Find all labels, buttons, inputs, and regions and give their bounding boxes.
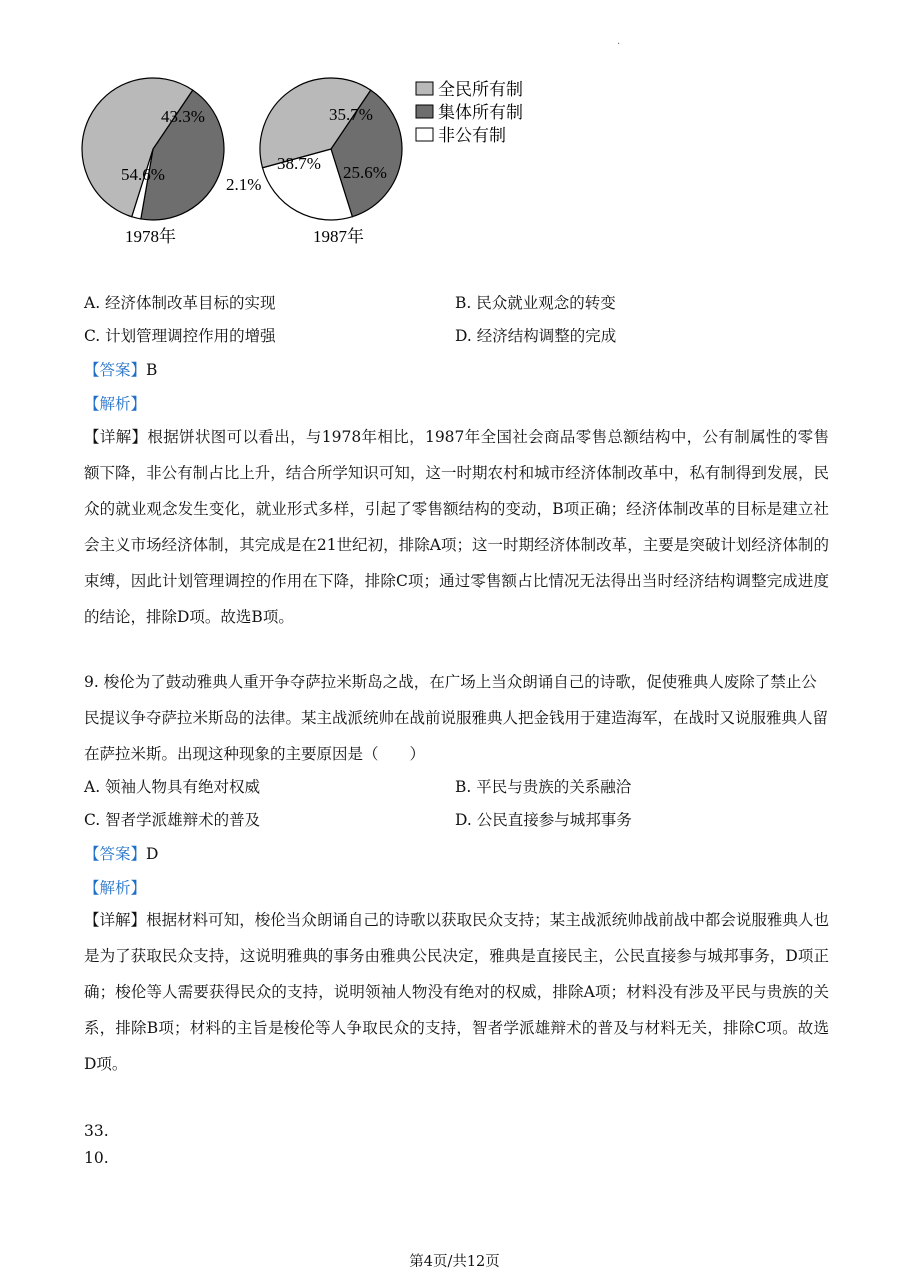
q9-detail: [84, 902, 829, 1082]
pie-1987-label-nonpublic: 25.6%: [343, 163, 387, 182]
pie-chart-1978: [82, 78, 224, 220]
q8-detail-tag: 【详解】: [84, 428, 148, 446]
q8-answer: [84, 360, 157, 380]
pie-1987-label-full: 38.7%: [277, 154, 321, 173]
legend-swatch-collective: [416, 105, 433, 118]
q9-option-b: B. 平民与贵族的关系融洽: [455, 778, 632, 796]
q8-analysis-tag: 【解析】: [84, 395, 147, 413]
pie-1978-label-full: 54.6%: [121, 165, 165, 184]
pie-chart-1987: [260, 78, 402, 220]
q8-option-d: D. 经济结构调整的完成: [455, 327, 617, 345]
pie-charts-figure: [80, 70, 550, 255]
legend-label-nonpublic: 非公有制: [438, 126, 506, 146]
q9-answer-value: D: [146, 845, 159, 863]
q9-answer: [84, 844, 158, 864]
q9-option-a: A. 领袖人物具有绝对权威: [84, 778, 261, 796]
q9-answer-tag: 【答案】: [84, 845, 147, 863]
page-footer: 第4页/共12页: [409, 1254, 500, 1270]
q9-option-c: C. 智者学派雄辩术的普及: [84, 811, 261, 829]
legend-swatch-full: [416, 82, 433, 95]
q9-stem: 9. 梭伦为了鼓动雅典人重开争夺萨拉米斯岛之战，在广场上当众朗诵自己的诗歌，促使雅典人废除了禁止公民提议争夺萨拉米斯岛的法律。某主战派统帅在战前说服雅典人把金钱用于建造海军，在战时又说服雅典人留在萨拉米斯。出现这种现象的主要原因是（ ）: [84, 673, 829, 763]
q9-analysis-tag: 【解析】: [84, 879, 147, 897]
legend-label-collective: 集体所有制: [438, 103, 523, 123]
legend-label-full: 全民所有制: [438, 80, 523, 100]
q8-option-b: B. 民众就业观念的转变: [455, 294, 616, 312]
q8-option-a: A. 经济体制改革目标的实现: [84, 294, 276, 312]
q9-detail-tag: 【详解】: [84, 911, 147, 929]
q8-detail-text: 根据饼状图可以看出，与1978年相比，1987年全国社会商品零售总额结构中，公有制属性的零售额下降，非公有制占比上升，结合所学知识可知，这一时期农村和城市经济体制改革中，私有制得到发展，民众的就业观念发生变化，就业形式多样，引起了零售额结构的变动，B项正确；经济体制改革的目标是建立社会主义市场经济体制，其完成是在21世纪初，排除A项；这一时期经济体制改革，主要是突破计划经济体制的束缚，因此计划管理调控的作用在下降，排除C项；通过零售额占比情况无法得出当时经济结构调整完成进度的结论，排除D项。故选B项。: [84, 428, 829, 626]
line-10: 10.: [84, 1149, 109, 1167]
q8-detail: [84, 419, 829, 635]
legend: [416, 80, 523, 146]
pie-1978-label-nonpublic: 2.1%: [226, 175, 262, 194]
legend-swatch-nonpublic: [416, 128, 433, 141]
q9-option-d: D. 公民直接参与城邦事务: [455, 811, 632, 829]
q8-option-c: C. 计划管理调控作用的增强: [84, 327, 276, 345]
pie-1987-label-collective: 35.7%: [329, 105, 373, 124]
q9-detail-text: 根据材料可知，梭伦当众朗诵自己的诗歌以获取民众支持；某主战派统帅战前战中都会说服雅典人也是为了获取民众支持，这说明雅典的事务由雅典公民决定，雅典是直接民主，公民直接参与城邦事务，D项正确；梭伦等人需要获得民众的支持，说明领袖人物没有绝对的权威，排除A项；材料没有涉及平民与贵族的关系，排除B项；材料的主旨是梭伦等人争取民众的支持，智者学派雄辩术的普及与材料无关，排除C项。故选D项。: [84, 911, 829, 1073]
line-33: 33.: [84, 1122, 109, 1140]
pie-1987-year: 1987年: [313, 227, 364, 246]
pie-1978-label-collective: 43.3%: [161, 107, 205, 126]
page-mark: .: [617, 36, 621, 47]
q8-answer-tag: 【答案】: [84, 361, 147, 379]
q8-answer-value: B: [146, 361, 158, 379]
pie-1978-year: 1978年: [125, 227, 176, 246]
